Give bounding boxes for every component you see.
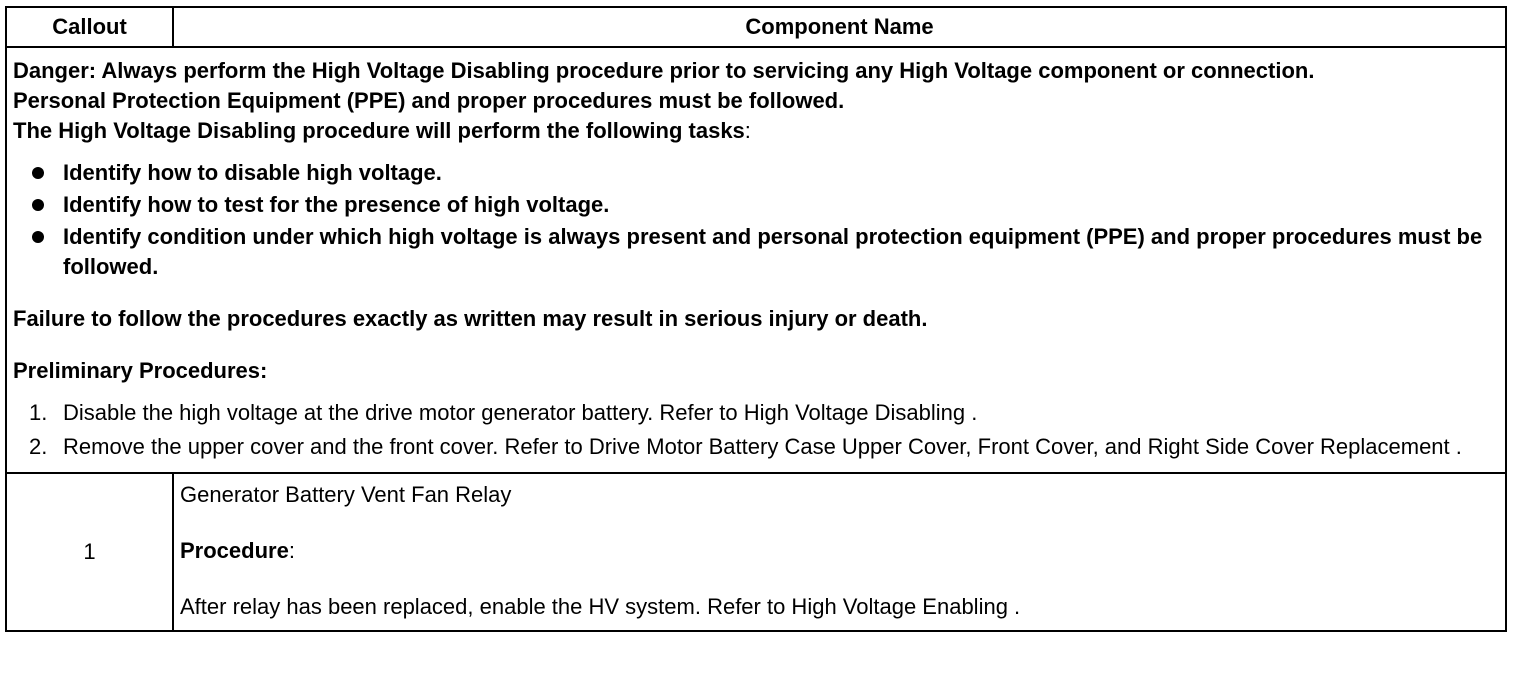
callout-header: Callout [6, 7, 173, 47]
danger-text: Danger: Always perform the High Voltage Disabling procedure prior to servicing any High Voltage component or connection. [13, 58, 1315, 83]
callout-number: 1 [6, 473, 173, 631]
procedure-text: After relay has been replaced, enable the HV system. Refer to High Voltage Enabling . [180, 594, 1021, 619]
preliminary-steps [13, 398, 1505, 462]
component-name-header: Component Name [173, 7, 1506, 47]
task-list [13, 158, 1505, 282]
notice-row [6, 47, 1506, 473]
step-text: Remove the upper cover and the front cover. Refer to Drive Motor Battery Case Upper Cover, Front Cover, and Right Side Cover Replacement . [63, 434, 1462, 459]
procedure-label-text: Procedure [180, 538, 289, 563]
step-number: 1. [29, 400, 48, 425]
step-text: Disable the high voltage at the drive motor generator battery. Refer to High Voltage Disabling . [63, 400, 978, 425]
preliminary-label: Preliminary Procedures: [13, 358, 268, 383]
procedure-label [180, 536, 1505, 566]
table-row [6, 473, 1506, 631]
component-name: Generator Battery Vent Fan Relay [180, 482, 512, 507]
tasks-intro-colon: : [744, 118, 751, 143]
header-row [6, 7, 1506, 47]
component-cell [173, 473, 1506, 631]
procedure-table [5, 6, 1507, 632]
list-item: Identify how to test for the presence of high voltage. [13, 190, 1505, 220]
list-item: Identify how to disable high voltage. [13, 158, 1505, 188]
tasks-intro-text: The High Voltage Disabling procedure will perform the following tasks [13, 118, 745, 143]
list-item: Identify condition under which high voltage is always present and personal protection equipment (PPE) and proper procedures must be followed. [13, 222, 1505, 282]
procedure-label-colon: : [288, 538, 295, 563]
step-number: 2. [29, 434, 48, 459]
tasks-intro [13, 116, 1505, 146]
list-item [13, 432, 1505, 462]
list-item [13, 398, 1505, 428]
failure-warning: Failure to follow the procedures exactly as written may result in serious injury or death. [13, 306, 928, 331]
ppe-text: Personal Protection Equipment (PPE) and proper procedures must be followed. [13, 88, 845, 113]
danger-notice [6, 47, 1506, 473]
